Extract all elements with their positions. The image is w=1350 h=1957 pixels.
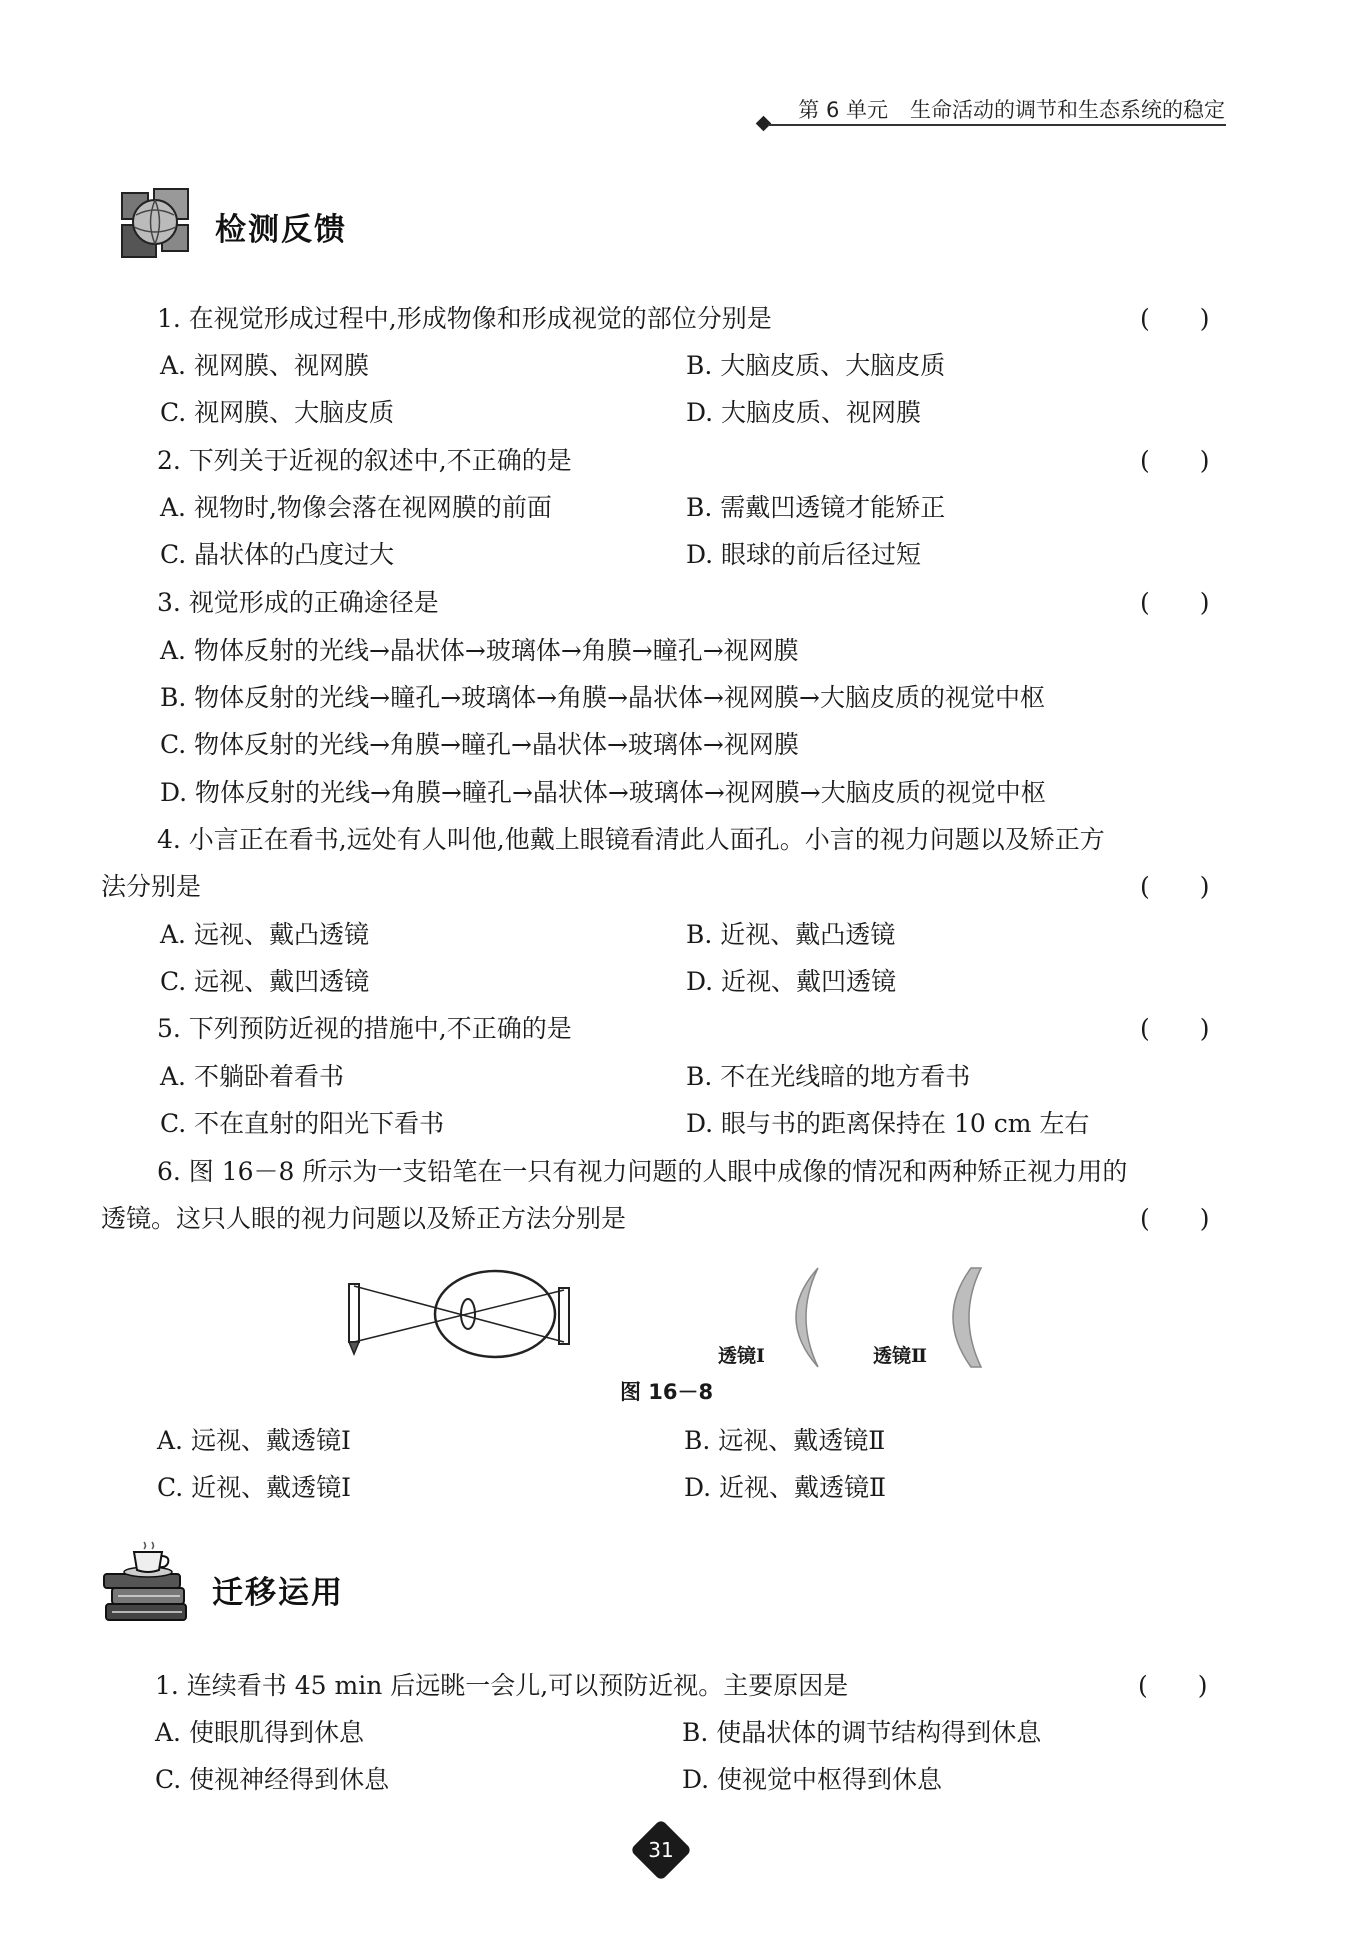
q3-answer-blank: ( ) <box>1140 588 1210 617</box>
q1-option-a: A. 视网膜、视网膜 <box>160 351 369 380</box>
page-number: 31 <box>648 1838 674 1862</box>
q6-option-b: B. 远视、戴透镜Ⅱ <box>684 1426 886 1455</box>
q6-option-d: D. 近视、戴透镜Ⅱ <box>684 1473 887 1502</box>
figure-caption: 图 16－8 <box>620 1380 714 1404</box>
q4-stem-line1: 4. 小言正在看书,远处有人叫他,他戴上眼镜看清此人面孔。小言的视力问题以及矫正方 <box>157 825 1105 854</box>
q6-stem-line2: 透镜。这只人眼的视力问题以及矫正方法分别是 <box>101 1204 627 1233</box>
q1-option-b: B. 大脑皮质、大脑皮质 <box>686 351 946 380</box>
q2-stem: 2. 下列关于近视的叙述中,不正确的是 <box>157 446 572 475</box>
q5-option-c: C. 不在直射的阳光下看书 <box>160 1109 445 1138</box>
section-title-application: 迁移运用 <box>212 1575 344 1611</box>
q6-stem-line1: 6. 图 16－8 所示为一支铅笔在一只有视力问题的人眼中成像的情况和两种矫正视力用的 <box>157 1157 1128 1186</box>
running-header <box>755 80 1225 124</box>
q5-option-b: B. 不在光线暗的地方看书 <box>686 1062 971 1091</box>
lens-2-icon <box>935 1265 985 1370</box>
q6-option-c: C. 近视、戴透镜Ⅰ <box>157 1473 352 1502</box>
q6-answer-blank: ( ) <box>1140 1204 1210 1233</box>
s2-q1-option-a: A. 使眼肌得到休息 <box>155 1718 364 1747</box>
s2-q1-answer-blank: ( ) <box>1138 1671 1208 1700</box>
q4-option-c: C. 远视、戴凹透镜 <box>160 967 370 996</box>
q3-option-d: D. 物体反射的光线→角膜→瞳孔→晶状体→玻璃体→视网膜→大脑皮质的视觉中枢 <box>160 778 1046 807</box>
q3-option-a: A. 物体反射的光线→晶状体→玻璃体→角膜→瞳孔→视网膜 <box>160 636 799 665</box>
q1-option-c: C. 视网膜、大脑皮质 <box>160 398 395 427</box>
q5-stem: 5. 下列预防近视的措施中,不正确的是 <box>157 1014 572 1043</box>
q3-option-b: B. 物体反射的光线→瞳孔→玻璃体→角膜→晶状体→视网膜→大脑皮质的视觉中枢 <box>160 683 1045 712</box>
q1-answer-blank: ( ) <box>1140 304 1210 333</box>
eye-diagram <box>345 1268 580 1360</box>
q4-option-a: A. 远视、戴凸透镜 <box>160 920 369 949</box>
s2-q1-option-d: D. 使视觉中枢得到休息 <box>682 1765 943 1794</box>
q3-stem: 3. 视觉形成的正确途径是 <box>157 588 439 617</box>
q3-option-c: C. 物体反射的光线→角膜→瞳孔→晶状体→玻璃体→视网膜 <box>160 730 799 759</box>
q1-option-d: D. 大脑皮质、视网膜 <box>686 398 922 427</box>
q2-option-b: B. 需戴凹透镜才能矫正 <box>686 493 946 522</box>
s2-q1-stem: 1. 连续看书 45 min 后远眺一会儿,可以预防近视。主要原因是 <box>155 1671 849 1700</box>
s2-q1-option-c: C. 使视神经得到休息 <box>155 1765 390 1794</box>
q6-option-a: A. 远视、戴透镜Ⅰ <box>157 1426 351 1455</box>
q4-option-d: D. 近视、戴凹透镜 <box>686 967 897 996</box>
q4-option-b: B. 近视、戴凸透镜 <box>686 920 896 949</box>
q4-answer-blank: ( ) <box>1140 872 1210 901</box>
lens-1-label: 透镜Ⅰ <box>718 1345 765 1367</box>
header-title: 生命活动的调节和生态系统的稳定 <box>910 98 1225 122</box>
q2-option-c: C. 晶状体的凸度过大 <box>160 540 395 569</box>
q2-answer-blank: ( ) <box>1140 446 1210 475</box>
s2-q1-option-b: B. 使晶状体的调节结构得到休息 <box>682 1718 1042 1747</box>
q1-stem: 1. 在视觉形成过程中,形成物像和形成视觉的部位分别是 <box>157 304 772 333</box>
q4-stem-line2: 法分别是 <box>101 872 202 901</box>
section-title-feedback: 检测反馈 <box>215 212 347 248</box>
globe-cube-icon <box>108 185 200 265</box>
books-coffee-icon <box>98 1538 194 1628</box>
lens-1-icon <box>778 1265 828 1370</box>
q5-answer-blank: ( ) <box>1140 1014 1210 1043</box>
header-rule <box>768 124 1226 126</box>
q5-option-a: A. 不躺卧着看书 <box>160 1062 344 1091</box>
q2-option-a: A. 视物时,物像会落在视网膜的前面 <box>160 493 552 522</box>
q2-option-d: D. 眼球的前后径过短 <box>686 540 922 569</box>
q5-option-d: D. 眼与书的距离保持在 10 cm 左右 <box>686 1109 1090 1138</box>
header-unit: 第 6 单元 <box>798 98 888 122</box>
lens-2-label: 透镜Ⅱ <box>873 1345 928 1367</box>
